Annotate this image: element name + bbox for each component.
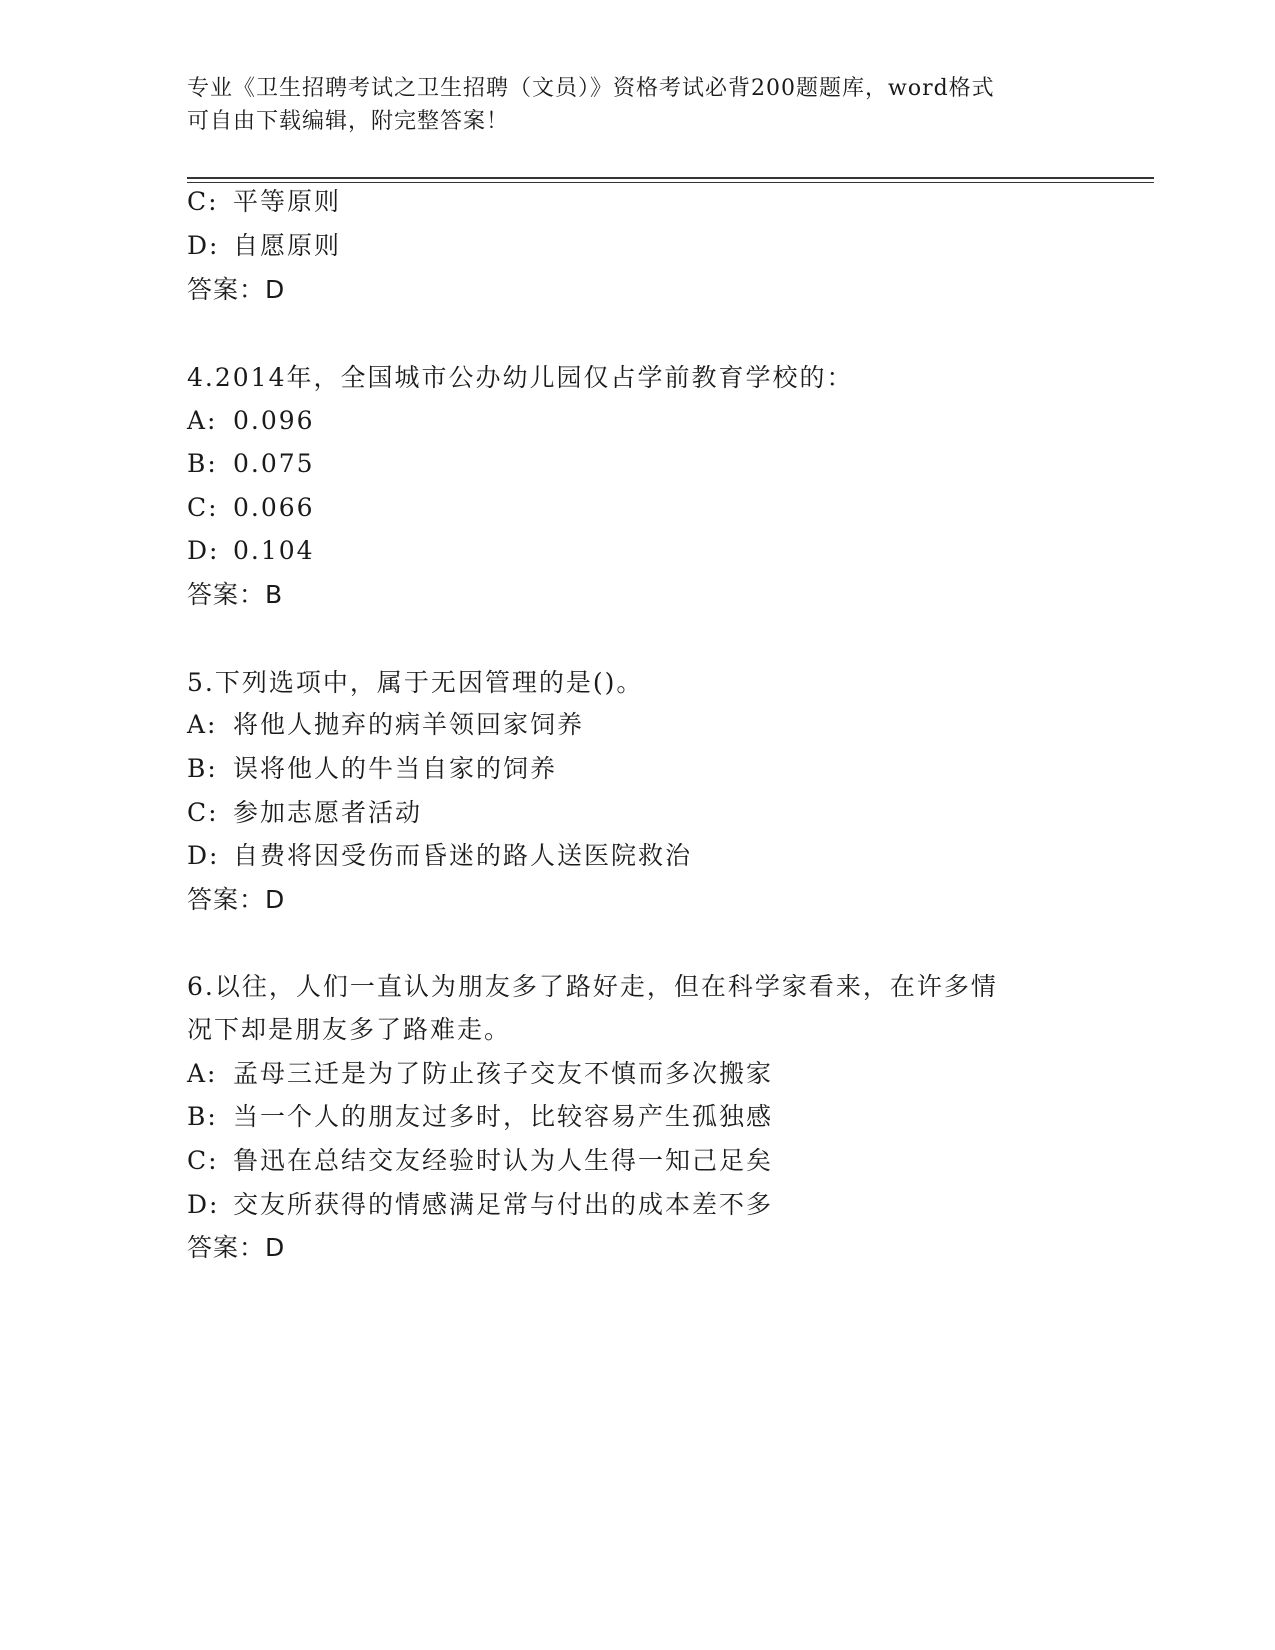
q5-option-b: B: 误将他人的牛当自家的饲养	[187, 754, 558, 783]
q6-question-line-2: 况下却是朋友多了路难走。	[187, 1015, 512, 1044]
q5-option-c: C: 参加志愿者活动	[187, 798, 423, 827]
q4-option-d: D: 0.104	[187, 536, 315, 565]
q4-question: 4.2014年，全国城市公办幼儿园仅占学前教育学校的：	[187, 363, 854, 392]
header-line-1: 专业《卫生招聘考试之卫生招聘（文员）》资格考试必背200题题库，word格式	[187, 76, 995, 101]
header-rule-thick	[187, 177, 1154, 179]
q5-answer: 答案：D	[187, 885, 286, 914]
header-rule-thin	[187, 182, 1154, 183]
q3-option-d: D: 自愿原则	[187, 231, 342, 260]
document-header	[187, 72, 1087, 138]
q6-answer: 答案：D	[187, 1233, 286, 1262]
q3-option-c: C: 平等原则	[187, 187, 342, 216]
q4-option-b: B: 0.075	[187, 449, 315, 478]
q6-option-d: D: 交友所获得的情感满足常与付出的成本差不多	[187, 1190, 774, 1219]
q6-option-a: A: 孟母三迁是为了防止孩子交友不慎而多次搬家	[187, 1059, 774, 1088]
q4-option-c: C: 0.066	[187, 493, 315, 522]
q4-option-a: A: 0.096	[187, 406, 315, 435]
q5-question: 5.下列选项中，属于无因管理的是()。	[187, 668, 644, 697]
q6-option-c: C: 鲁迅在总结交友经验时认为人生得一知己足矣	[187, 1146, 774, 1175]
q6-option-b: B: 当一个人的朋友过多时，比较容易产生孤独感	[187, 1102, 774, 1131]
q3-answer: 答案：D	[187, 275, 286, 304]
header-line-2: 可自由下载编辑，附完整答案！	[187, 109, 510, 134]
q6-question-line-1: 6.以往，人们一直认为朋友多了路好走，但在科学家看来，在许多情	[187, 972, 998, 1001]
q5-option-d: D: 自费将因受伤而昏迷的路人送医院救治	[187, 841, 693, 870]
q4-answer: 答案：B	[187, 580, 284, 609]
q5-option-a: A: 将他人抛弃的病羊领回家饲养	[187, 710, 585, 739]
